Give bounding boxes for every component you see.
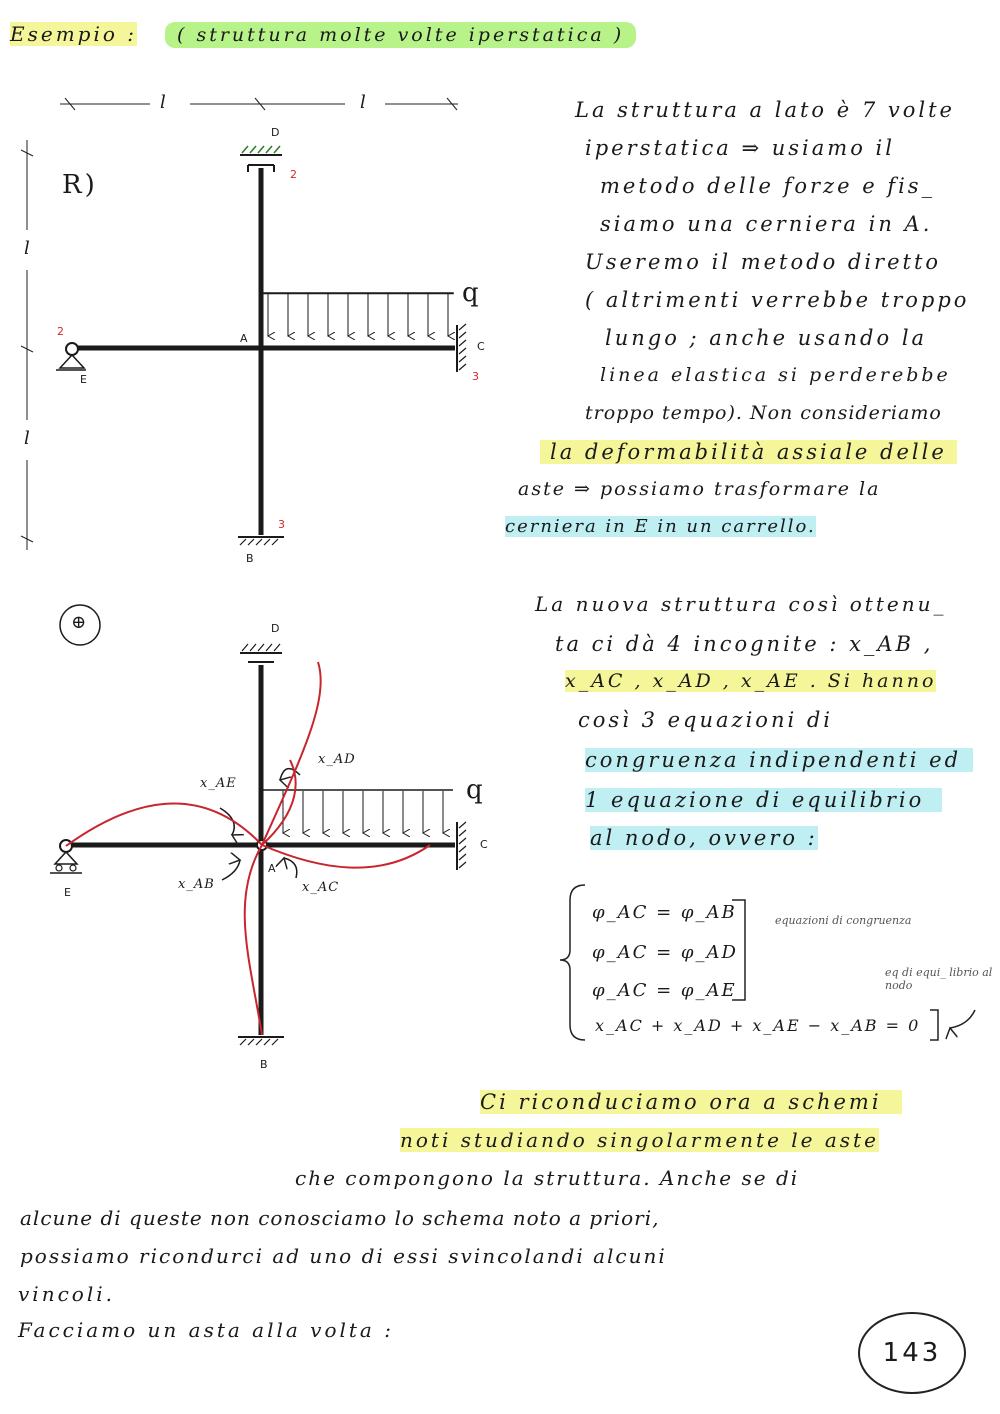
example-label: Esempio : (10, 22, 137, 46)
node-d-label: D (271, 126, 280, 139)
text-line: congruenza indipendenti ed (585, 748, 973, 772)
text-line: possiamo ricondurci ad uno di essi svincolandi alcuni (20, 1244, 667, 1268)
structure-2 (50, 605, 466, 1045)
equation: φ_AC = φ_AE (592, 980, 737, 1001)
page-number: 143 (858, 1312, 966, 1394)
equilibrium-note: eq di equi_ librio al nodo (885, 966, 993, 992)
text-line: alcune di queste non conosciamo lo schema noto a priori, (20, 1206, 660, 1230)
dim-top-right: l (360, 92, 369, 113)
node-e-label: E (64, 886, 71, 899)
load-q-label: q (462, 278, 482, 308)
equation: φ_AC = φ_AB (592, 902, 737, 923)
red-number: 2 (290, 168, 297, 181)
text-line: siamo una cerniera in A. (600, 212, 933, 236)
text-line: La nuova struttura così ottenu_ (535, 592, 947, 616)
text-line: aste ⇒ possiamo trasformare la (518, 478, 881, 500)
text-line: troppo tempo). Non consideriamo (585, 402, 942, 424)
node-b-label: B (260, 1058, 268, 1071)
text-line: ( altrimenti verrebbe troppo (585, 288, 970, 312)
red-number: 3 (472, 370, 479, 383)
node-b-label: B (246, 552, 254, 565)
congruence-note: equazioni di congruenza (775, 914, 912, 927)
figure1-tag: R) (62, 170, 98, 200)
example-subtitle: ( struttura molte volte iperstatica ) (165, 22, 636, 48)
text-line: la deformabilità assiale delle (540, 440, 957, 464)
text-line: iperstatica ⇒ usiamo il (585, 136, 895, 160)
structure-1 (56, 146, 466, 545)
text-line: Ci riconduciamo ora a schemi (480, 1090, 902, 1114)
text-line: linea elastica si perderebbe (600, 364, 951, 386)
text-line: così 3 equazioni di (578, 708, 834, 732)
moment-x-ad: x_AD (318, 752, 356, 767)
text-line: Useremo il metodo diretto (585, 250, 942, 274)
text-line: noti studiando singolarmente le aste (400, 1128, 879, 1152)
text-line: x_AC , x_AD , x_AE . Si hanno (565, 670, 937, 692)
text-line: cerniera in E in un carrello. (505, 516, 816, 537)
red-number: 3 (278, 518, 285, 531)
node-c-label: C (477, 340, 485, 353)
deformed-shape (66, 662, 430, 1035)
text-line: al nodo, ovvero : (590, 826, 818, 850)
text-line: 1 equazione di equilibrio (585, 788, 942, 812)
text-line: vincoli. (18, 1282, 115, 1306)
text-line: che compongono la struttura. Anche se di (295, 1166, 800, 1190)
dim-top-left: l (160, 92, 169, 113)
dim-left-top: l (24, 238, 33, 259)
node-e-label: E (80, 373, 87, 386)
plus-sign-convention: ⊕ (71, 612, 87, 633)
node-a-label: A (268, 862, 276, 875)
moment-x-ac: x_AC (302, 880, 340, 895)
moment-x-ab: x_AB (178, 877, 215, 892)
moment-x-ae: x_AE (200, 776, 237, 791)
text-line: ta ci dà 4 incognite : x_AB , (555, 632, 934, 656)
text-line: La struttura a lato è 7 volte (575, 98, 955, 122)
equation: φ_AC = φ_AD (592, 942, 738, 963)
equation: x_AC + x_AD + x_AE − x_AB = 0 (595, 1016, 921, 1035)
node-c-label: C (480, 838, 488, 851)
dim-left-bottom: l (24, 428, 33, 449)
node-d-label: D (271, 622, 280, 635)
red-number: 2 (57, 325, 64, 338)
load-q-label: q (466, 775, 486, 805)
node-a-label: A (240, 332, 248, 345)
text-line: Facciamo un asta alla volta : (18, 1318, 394, 1342)
dimension-lines (21, 98, 458, 550)
text-line: lungo ; anche usando la (605, 326, 928, 350)
text-line: metodo delle forze e fis_ (600, 174, 936, 198)
